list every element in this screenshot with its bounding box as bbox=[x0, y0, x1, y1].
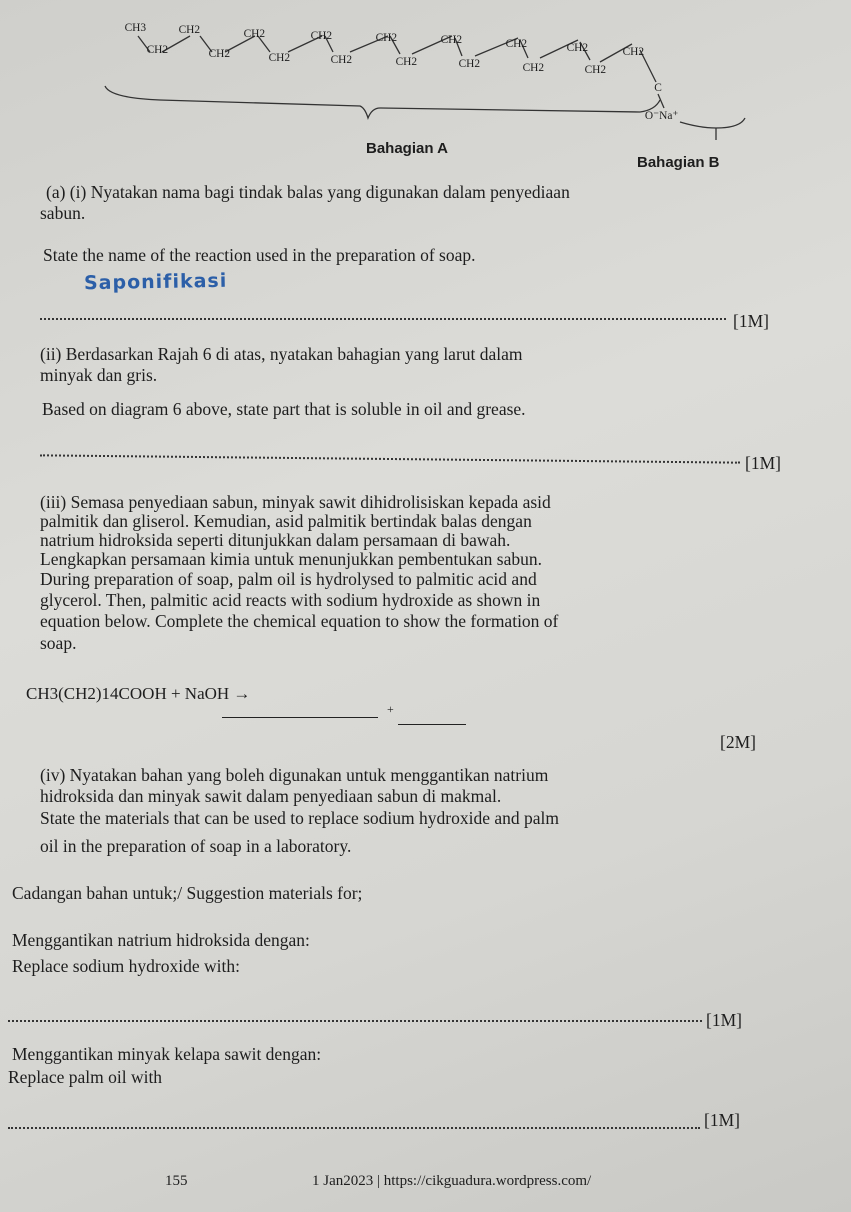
chemical-equation: CH3(CH2)14COOH + NaOH → bbox=[26, 684, 251, 703]
handwritten-answer: Saponifikasi bbox=[83, 269, 228, 295]
question-malay-cont: sabun. bbox=[40, 203, 86, 223]
marks: [2M] bbox=[720, 732, 756, 752]
chem-group: CH2 bbox=[584, 62, 607, 76]
question-line: (iv) Nyatakan bahan yang boleh digunakan untuk menggantikan natrium bbox=[40, 765, 549, 785]
sodium-carboxylate: O⁻Na⁺ bbox=[644, 108, 679, 122]
chem-group: CH2 bbox=[522, 60, 545, 74]
chem-group: CH2 bbox=[440, 32, 463, 46]
question-line: soap. bbox=[40, 633, 77, 653]
chem-group: CH3 bbox=[124, 20, 147, 34]
question-malay: (a) (i) Nyatakan nama bagi tindak balas yang digunakan dalam penyediaan bbox=[46, 182, 570, 202]
marks: [1M] bbox=[745, 453, 781, 473]
chem-group: CH2 bbox=[268, 50, 291, 64]
chem-group: CH2 bbox=[208, 46, 231, 60]
answer-line[interactable] bbox=[40, 454, 740, 463]
question-line: hidroksida dan minyak sawit dalam penyediaan sabun di makmal. bbox=[40, 786, 502, 806]
replace-naoh-malay: Menggantikan natrium hidroksida dengan: bbox=[12, 930, 310, 950]
page-number: 155 bbox=[165, 1173, 188, 1189]
chem-group: CH2 bbox=[505, 36, 528, 50]
marks: [1M] bbox=[704, 1110, 740, 1130]
chem-group: CH2 bbox=[395, 54, 418, 68]
chem-group: CH2 bbox=[330, 52, 353, 66]
suggestion-heading: Cadangan bahan untuk;/ Suggestion materials for; bbox=[12, 883, 363, 903]
brace-part-a bbox=[105, 86, 660, 118]
replace-oil-malay: Menggantikan minyak kelapa sawit dengan: bbox=[12, 1044, 322, 1064]
replace-oil-english: Replace palm oil with bbox=[8, 1067, 163, 1087]
answer-line-oil[interactable] bbox=[8, 1127, 700, 1129]
marks: [1M] bbox=[706, 1010, 742, 1030]
carbonyl-carbon: C bbox=[654, 80, 662, 94]
footer-source: 1 Jan2023 | https://cikguadura.wordpress.com/ bbox=[312, 1173, 592, 1189]
answer-line-naoh[interactable] bbox=[8, 1020, 702, 1022]
brace-part-b bbox=[680, 118, 745, 140]
replace-naoh-english: Replace sodium hydroxide with: bbox=[12, 956, 240, 976]
question-english: State the name of the reaction used in the preparation of soap. bbox=[43, 245, 476, 265]
marks: [1M] bbox=[733, 311, 769, 331]
plus-sign: + bbox=[387, 702, 394, 716]
product-2-blank[interactable] bbox=[398, 724, 466, 725]
chem-group: CH2 bbox=[243, 26, 266, 40]
question-line: During preparation of soap, palm oil is hydrolysed to palmitic acid and bbox=[40, 569, 537, 589]
question-malay-cont: minyak dan gris. bbox=[40, 365, 158, 385]
question-line: palmitik dan gliserol. Kemudian, asid palmitik bertindak balas dengan bbox=[40, 511, 532, 531]
chem-group: CH2 bbox=[458, 56, 481, 70]
question-english: Based on diagram 6 above, state part that is soluble in oil and grease. bbox=[42, 399, 526, 419]
answer-line[interactable] bbox=[40, 318, 726, 320]
question-line: equation below. Complete the chemical equation to show the formation of bbox=[40, 611, 559, 631]
product-1-blank[interactable] bbox=[222, 717, 378, 718]
question-line: (iii) Semasa penyediaan sabun, minyak sawit dihidrolisiskan kepada asid bbox=[40, 492, 551, 512]
chem-group: CH2 bbox=[375, 30, 398, 44]
question-line: natrium hidroksida seperti ditunjukkan dalam persamaan di bawah. bbox=[40, 530, 511, 550]
chem-group: CH2 bbox=[310, 28, 333, 42]
chem-group: CH2 bbox=[622, 44, 645, 58]
label-part-b: Bahagian B bbox=[637, 154, 720, 171]
question-line: State the materials that can be used to replace sodium hydroxide and palm bbox=[40, 808, 560, 828]
question-line: Lengkapkan persamaan kimia untuk menunjukkan pembentukan sabun. bbox=[40, 549, 543, 569]
chem-group: CH2 bbox=[566, 40, 589, 54]
chem-group: CH2 bbox=[146, 42, 169, 56]
label-part-a: Bahagian A bbox=[366, 140, 448, 157]
question-line: oil in the preparation of soap in a laboratory. bbox=[40, 836, 352, 856]
chem-group: CH2 bbox=[178, 22, 201, 36]
question-line: glycerol. Then, palmitic acid reacts with sodium hydroxide as shown in bbox=[40, 590, 541, 610]
question-malay: (ii) Berdasarkan Rajah 6 di atas, nyatakan bahagian yang larut dalam bbox=[40, 344, 523, 364]
